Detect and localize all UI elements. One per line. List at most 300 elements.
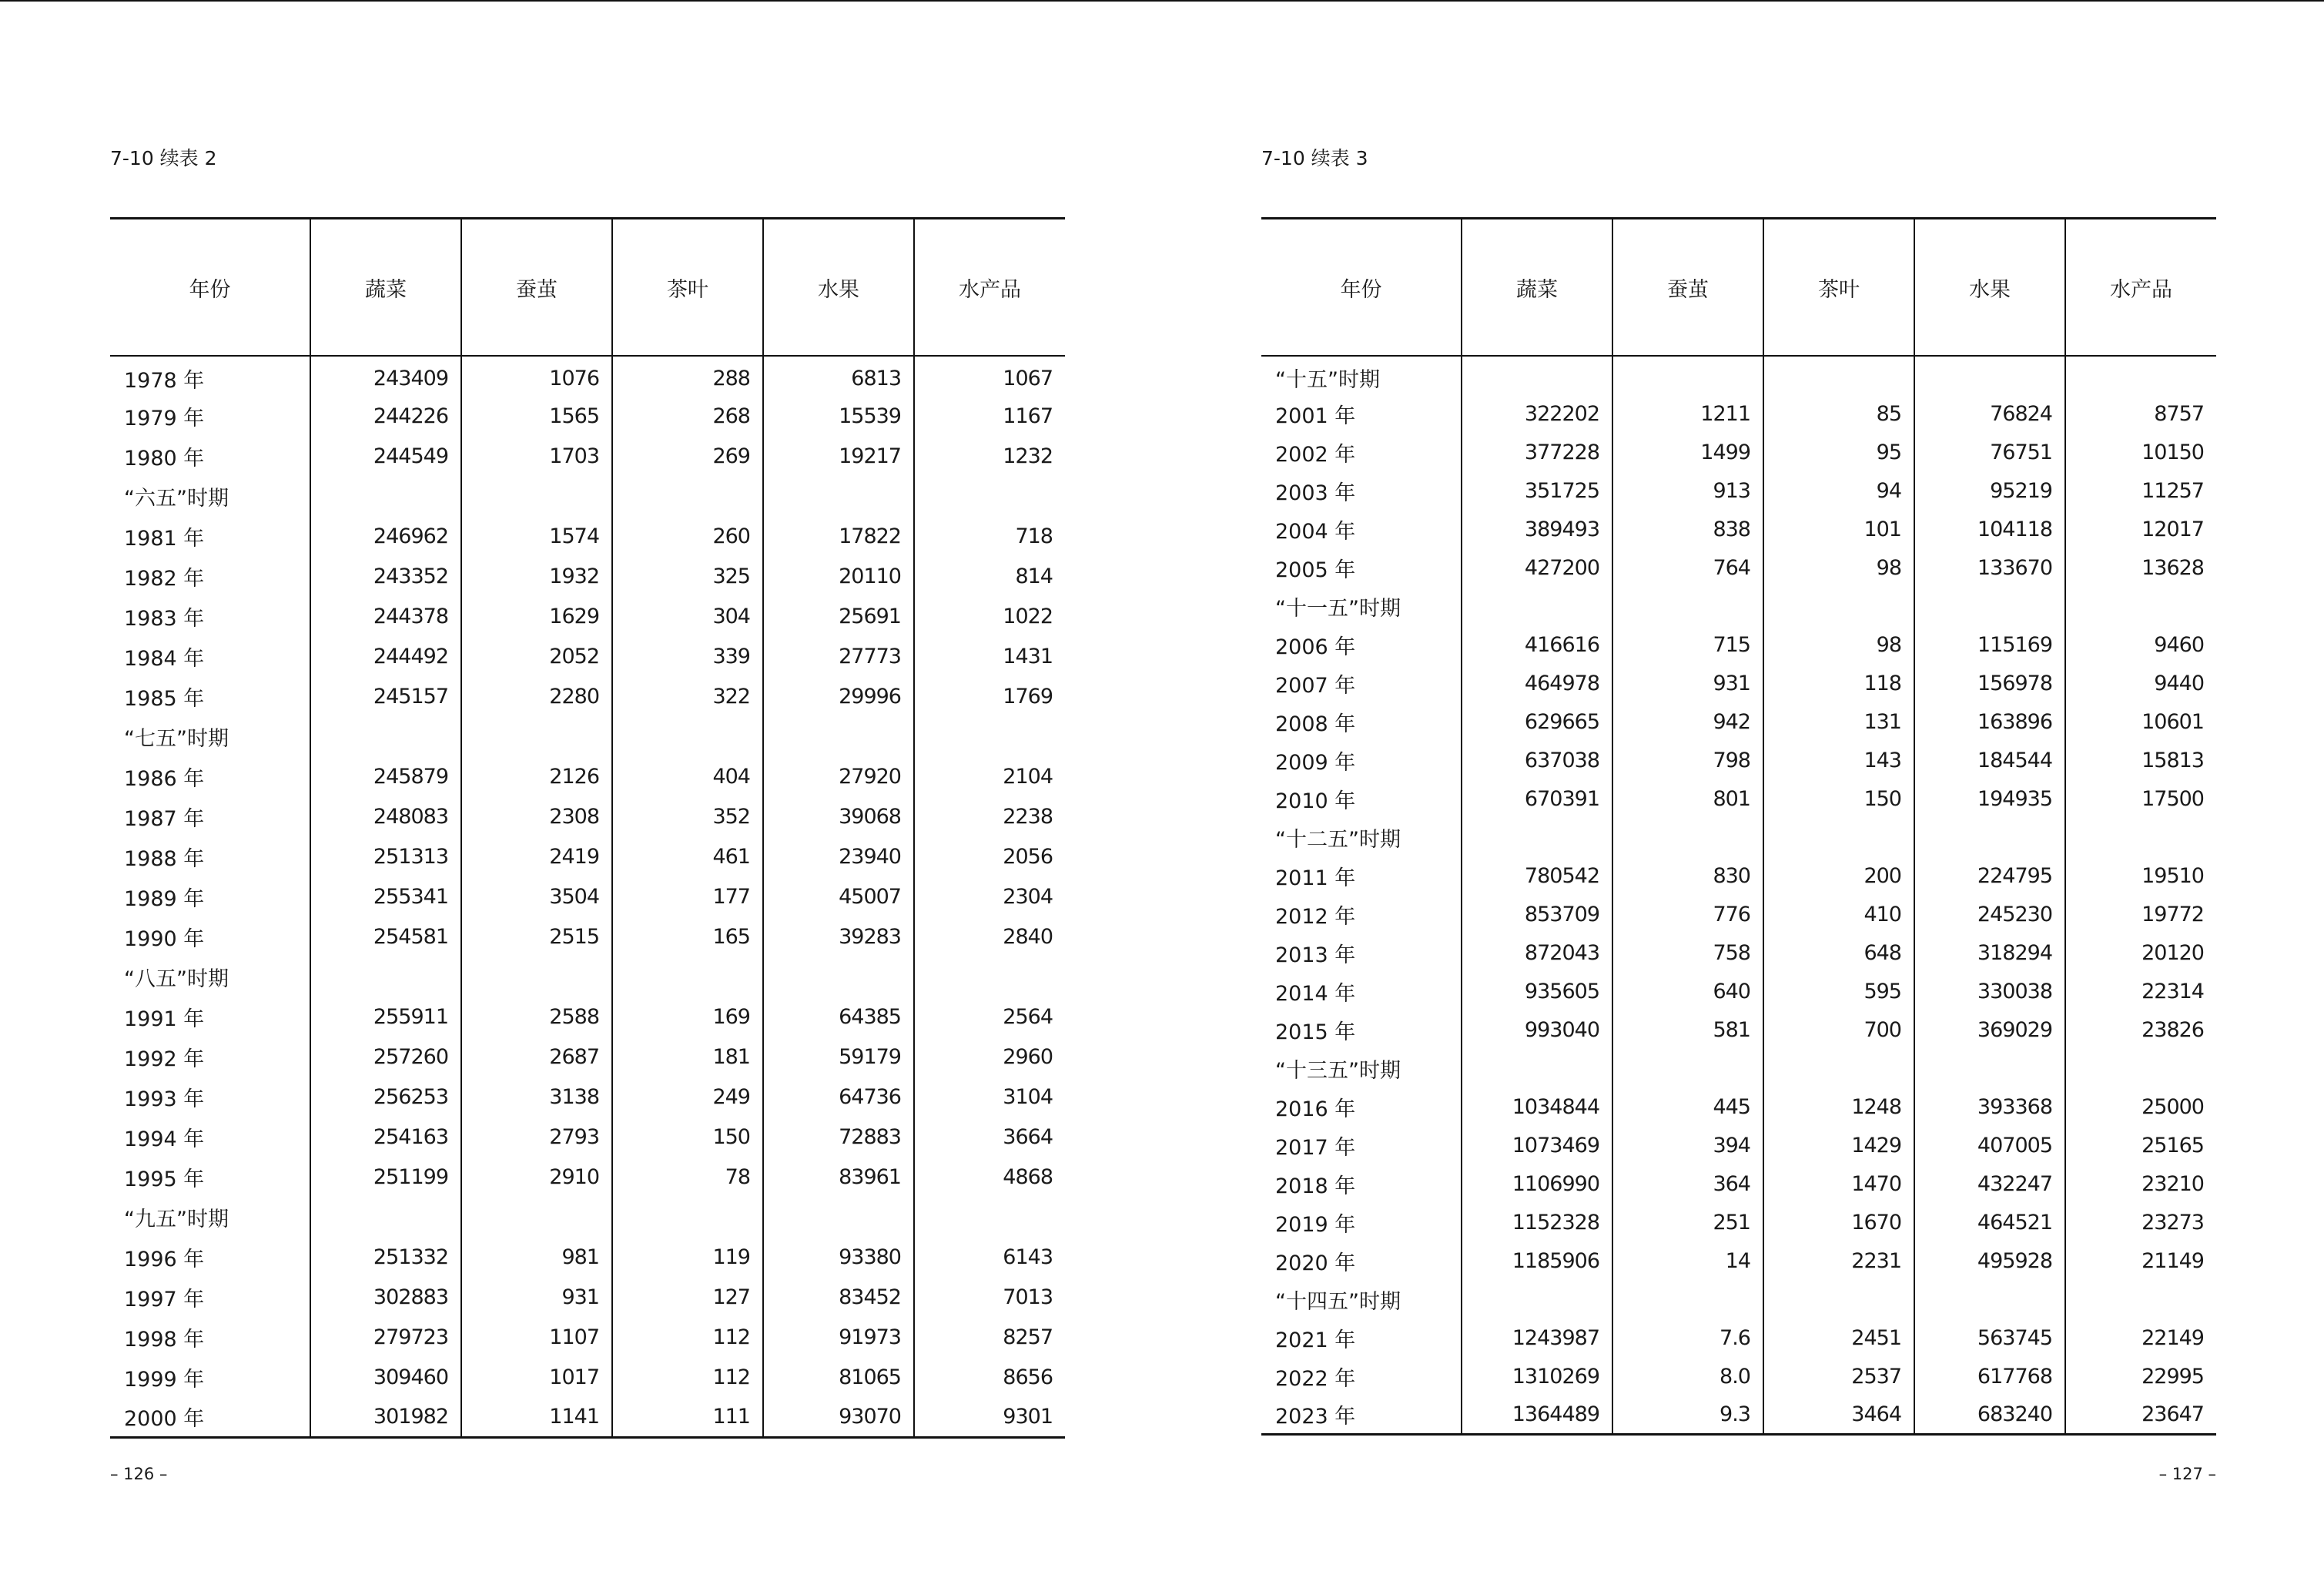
table-row: [1261, 1126, 2216, 1164]
vegetables-cell: 255911: [310, 997, 461, 1037]
silkworm-cocoons-cell: [1612, 818, 1763, 856]
vegetables-cell: 244378: [310, 596, 461, 636]
year-cell: 2020 年: [1275, 1251, 1356, 1275]
table-row: [1261, 856, 2216, 895]
vegetables-cell: 251199: [310, 1157, 461, 1197]
year-cell: 1999 年: [124, 1367, 205, 1392]
fruits-cell: [763, 956, 914, 997]
fruits-cell: 393368: [1914, 1087, 2065, 1126]
table-row: [1261, 1087, 2216, 1126]
fruits-cell: [1914, 587, 2065, 625]
silkworm-cocoons-cell: 2687: [461, 1037, 612, 1077]
year-cell: 1990 年: [124, 926, 205, 951]
year-cell: 2016 年: [1275, 1097, 1356, 1121]
fruits-cell: 464521: [1914, 1203, 2065, 1241]
table-row: [110, 396, 1065, 436]
silkworm-cocoons-cell: 2280: [461, 676, 612, 716]
table-row: [110, 1077, 1065, 1117]
period-label: “十三五”时期: [1275, 1058, 1401, 1083]
fruits-cell: 19217: [763, 436, 914, 476]
aquatic-products-cell: 23273: [2065, 1203, 2216, 1241]
tea-cell: 119: [612, 1237, 763, 1277]
year-cell: 1994 年: [124, 1127, 205, 1151]
table-row: [110, 1157, 1065, 1197]
aquatic-products-cell: 1022: [914, 596, 1065, 636]
fruits-cell: [1914, 356, 2065, 394]
header-silkworm-cocoons: 蚕茧: [1612, 219, 1763, 357]
aquatic-products-cell: [914, 476, 1065, 516]
data-table: [1261, 217, 2216, 1436]
table-row: [1261, 741, 2216, 779]
year-cell: 2017 年: [1275, 1135, 1356, 1160]
aquatic-products-cell: [2065, 1280, 2216, 1318]
header-fruits: 水果: [1914, 219, 2065, 357]
table-row: [1261, 933, 2216, 972]
fruits-cell: 184544: [1914, 741, 2065, 779]
table-row: [110, 356, 1065, 396]
year-cell: 2010 年: [1275, 789, 1356, 813]
aquatic-products-cell: 814: [914, 556, 1065, 596]
silkworm-cocoons-cell: [461, 1197, 612, 1237]
silkworm-cocoons-cell: 364: [1612, 1164, 1763, 1203]
tea-cell: 1670: [1763, 1203, 1914, 1241]
fruits-cell: 27920: [763, 756, 914, 796]
silkworm-cocoons-cell: 1017: [461, 1357, 612, 1397]
table-row: [1261, 471, 2216, 510]
aquatic-products-cell: 8257: [914, 1317, 1065, 1357]
silkworm-cocoons-cell: 758: [1612, 933, 1763, 972]
tea-cell: 648: [1763, 933, 1914, 972]
fruits-cell: [763, 716, 914, 756]
year-cell: 2004 年: [1275, 519, 1356, 544]
tea-cell: 1470: [1763, 1164, 1914, 1203]
table-row: [110, 1277, 1065, 1317]
tea-cell: 181: [612, 1037, 763, 1077]
fruits-cell: 245230: [1914, 895, 2065, 933]
fruits-cell: 104118: [1914, 510, 2065, 548]
tea-cell: 118: [1763, 664, 1914, 702]
tea-cell: 78: [612, 1157, 763, 1197]
tea-cell: 2537: [1763, 1357, 1914, 1395]
silkworm-cocoons-cell: 2588: [461, 997, 612, 1037]
vegetables-cell: 243352: [310, 556, 461, 596]
fruits-cell: 15539: [763, 396, 914, 436]
year-cell: 2009 年: [1275, 750, 1356, 775]
silkworm-cocoons-cell: 1141: [461, 1397, 612, 1437]
silkworm-cocoons-cell: 798: [1612, 741, 1763, 779]
table-row: [110, 1117, 1065, 1157]
tea-cell: 461: [612, 836, 763, 876]
silkworm-cocoons-cell: [461, 476, 612, 516]
aquatic-products-cell: 3664: [914, 1117, 1065, 1157]
fruits-cell: 495928: [1914, 1241, 2065, 1280]
table-row: [110, 916, 1065, 956]
period-heading-row: [1261, 818, 2216, 856]
period-heading-row: [1261, 1280, 2216, 1318]
aquatic-products-cell: 8656: [914, 1357, 1065, 1397]
fruits-cell: [1914, 1049, 2065, 1087]
aquatic-products-cell: 2104: [914, 756, 1065, 796]
silkworm-cocoons-cell: 2910: [461, 1157, 612, 1197]
tea-cell: 150: [1763, 779, 1914, 818]
silkworm-cocoons-cell: 394: [1612, 1126, 1763, 1164]
fruits-cell: 39283: [763, 916, 914, 956]
tea-cell: 352: [612, 796, 763, 836]
year-cell: 1985 年: [124, 686, 205, 711]
aquatic-products-cell: 17500: [2065, 779, 2216, 818]
vegetables-cell: [310, 476, 461, 516]
vegetables-cell: 251313: [310, 836, 461, 876]
table-row: [110, 1237, 1065, 1277]
tea-cell: [1763, 356, 1914, 394]
tea-cell: 131: [1763, 702, 1914, 741]
vegetables-cell: 670391: [1462, 779, 1612, 818]
vegetables-cell: 629665: [1462, 702, 1612, 741]
silkworm-cocoons-cell: 830: [1612, 856, 1763, 895]
tea-cell: 325: [612, 556, 763, 596]
silkworm-cocoons-cell: 2515: [461, 916, 612, 956]
fruits-cell: 72883: [763, 1117, 914, 1157]
aquatic-products-cell: 10601: [2065, 702, 2216, 741]
aquatic-products-cell: [914, 956, 1065, 997]
aquatic-products-cell: 12017: [2065, 510, 2216, 548]
aquatic-products-cell: 21149: [2065, 1241, 2216, 1280]
vegetables-cell: [1462, 1049, 1612, 1087]
table-row: [110, 1037, 1065, 1077]
table-row: [1261, 779, 2216, 818]
aquatic-products-cell: 9301: [914, 1397, 1065, 1437]
tea-cell: 101: [1763, 510, 1914, 548]
year-cell: 1979 年: [124, 406, 205, 431]
table-body: [110, 356, 1065, 1437]
tea-cell: [1763, 818, 1914, 856]
fruits-cell: 76824: [1914, 394, 2065, 433]
table-row: [110, 1397, 1065, 1437]
fruits-cell: 563745: [1914, 1318, 2065, 1357]
header-tea: 茶叶: [1763, 219, 1914, 357]
tea-cell: 169: [612, 997, 763, 1037]
aquatic-products-cell: 718: [914, 516, 1065, 556]
aquatic-products-cell: 1431: [914, 636, 1065, 676]
aquatic-products-cell: [2065, 818, 2216, 856]
fruits-cell: 6813: [763, 356, 914, 396]
table-row: [110, 556, 1065, 596]
tea-cell: 112: [612, 1317, 763, 1357]
tea-cell: [1763, 587, 1914, 625]
table-row: [110, 436, 1065, 476]
fruits-cell: 93070: [763, 1397, 914, 1437]
aquatic-products-cell: 23826: [2065, 1010, 2216, 1049]
year-cell: 1997 年: [124, 1287, 205, 1312]
aquatic-products-cell: 13628: [2065, 548, 2216, 587]
left-page: [110, 0, 1065, 1588]
vegetables-cell: 302883: [310, 1277, 461, 1317]
table-row: [110, 756, 1065, 796]
silkworm-cocoons-cell: 1076: [461, 356, 612, 396]
table-row: [1261, 433, 2216, 471]
silkworm-cocoons-cell: 9.3: [1612, 1395, 1763, 1434]
vegetables-cell: [1462, 1280, 1612, 1318]
aquatic-products-cell: 22995: [2065, 1357, 2216, 1395]
vegetables-cell: 244492: [310, 636, 461, 676]
fruits-cell: 115169: [1914, 625, 2065, 664]
fruits-cell: [763, 476, 914, 516]
header-aquatic-products: 水产品: [2065, 219, 2216, 357]
fruits-cell: 683240: [1914, 1395, 2065, 1434]
silkworm-cocoons-cell: [1612, 1049, 1763, 1087]
tea-cell: 3464: [1763, 1395, 1914, 1434]
fruits-cell: 76751: [1914, 433, 2065, 471]
right-page: [1261, 0, 2216, 1588]
period-heading-row: [110, 716, 1065, 756]
aquatic-products-cell: 1232: [914, 436, 1065, 476]
fruits-cell: 81065: [763, 1357, 914, 1397]
table-row: [1261, 1241, 2216, 1280]
table-row: [110, 596, 1065, 636]
silkworm-cocoons-cell: [1612, 356, 1763, 394]
tea-cell: 98: [1763, 625, 1914, 664]
aquatic-products-cell: 1769: [914, 676, 1065, 716]
tea-cell: 150: [612, 1117, 763, 1157]
page-number: – 126 –: [110, 1465, 168, 1483]
vegetables-cell: 389493: [1462, 510, 1612, 548]
fruits-cell: [763, 1197, 914, 1237]
tea-cell: 127: [612, 1277, 763, 1317]
vegetables-cell: 1310269: [1462, 1357, 1612, 1395]
silkworm-cocoons-cell: 14: [1612, 1241, 1763, 1280]
silkworm-cocoons-cell: 942: [1612, 702, 1763, 741]
aquatic-products-cell: 19772: [2065, 895, 2216, 933]
header-fruits: 水果: [763, 219, 914, 357]
year-cell: 1986 年: [124, 766, 205, 791]
tea-cell: 322: [612, 676, 763, 716]
silkworm-cocoons-cell: 838: [1612, 510, 1763, 548]
fruits-cell: 91973: [763, 1317, 914, 1357]
aquatic-products-cell: [914, 1197, 1065, 1237]
fruits-cell: [1914, 1280, 2065, 1318]
year-cell: 2019 年: [1275, 1212, 1356, 1237]
fruits-cell: 83961: [763, 1157, 914, 1197]
tea-cell: [612, 716, 763, 756]
aquatic-products-cell: 7013: [914, 1277, 1065, 1317]
vegetables-cell: [310, 1197, 461, 1237]
silkworm-cocoons-cell: 2052: [461, 636, 612, 676]
table-row: [1261, 1164, 2216, 1203]
silkworm-cocoons-cell: 1107: [461, 1317, 612, 1357]
table-row: [110, 876, 1065, 916]
tea-cell: 288: [612, 356, 763, 396]
aquatic-products-cell: [2065, 1049, 2216, 1087]
table-row: [110, 997, 1065, 1037]
tea-cell: 2231: [1763, 1241, 1914, 1280]
aquatic-products-cell: [2065, 356, 2216, 394]
silkworm-cocoons-cell: 2126: [461, 756, 612, 796]
tea-cell: [612, 476, 763, 516]
vegetables-cell: 1364489: [1462, 1395, 1612, 1434]
vegetables-cell: 853709: [1462, 895, 1612, 933]
period-heading-row: [1261, 356, 2216, 394]
year-cell: 1988 年: [124, 846, 205, 871]
fruits-cell: 224795: [1914, 856, 2065, 895]
table-row: [1261, 1010, 2216, 1049]
tea-cell: 143: [1763, 741, 1914, 779]
period-label: “十二五”时期: [1275, 827, 1401, 852]
vegetables-cell: 1185906: [1462, 1241, 1612, 1280]
tea-cell: 111: [612, 1397, 763, 1437]
silkworm-cocoons-cell: 1211: [1612, 394, 1763, 433]
fruits-cell: 39068: [763, 796, 914, 836]
year-cell: 2006 年: [1275, 635, 1356, 659]
year-cell: 1987 年: [124, 806, 205, 831]
vegetables-cell: 1152328: [1462, 1203, 1612, 1241]
fruits-cell: 93380: [763, 1237, 914, 1277]
tea-cell: [612, 956, 763, 997]
period-heading-row: [1261, 587, 2216, 625]
aquatic-products-cell: 2056: [914, 836, 1065, 876]
vegetables-cell: 1106990: [1462, 1164, 1612, 1203]
silkworm-cocoons-cell: 1629: [461, 596, 612, 636]
silkworm-cocoons-cell: 764: [1612, 548, 1763, 587]
tea-cell: 94: [1763, 471, 1914, 510]
vegetables-cell: 1034844: [1462, 1087, 1612, 1126]
tea-cell: 268: [612, 396, 763, 436]
vegetables-cell: [1462, 587, 1612, 625]
period-label: “十一五”时期: [1275, 596, 1401, 621]
silkworm-cocoons-cell: 2419: [461, 836, 612, 876]
period-heading-row: [110, 1197, 1065, 1237]
vegetables-cell: 872043: [1462, 933, 1612, 972]
silkworm-cocoons-cell: 1565: [461, 396, 612, 436]
aquatic-products-cell: 3104: [914, 1077, 1065, 1117]
fruits-cell: 45007: [763, 876, 914, 916]
header-vegetables: 蔬菜: [310, 219, 461, 357]
aquatic-products-cell: 19510: [2065, 856, 2216, 895]
silkworm-cocoons-cell: [461, 956, 612, 997]
vegetables-cell: 377228: [1462, 433, 1612, 471]
header-row: [110, 219, 1065, 357]
table-row: [1261, 625, 2216, 664]
table-row: [1261, 1357, 2216, 1395]
vegetables-cell: 351725: [1462, 471, 1612, 510]
vegetables-cell: 279723: [310, 1317, 461, 1357]
vegetables-cell: 993040: [1462, 1010, 1612, 1049]
year-cell: 1981 年: [124, 526, 205, 551]
vegetables-cell: 416616: [1462, 625, 1612, 664]
tea-cell: 98: [1763, 548, 1914, 587]
silkworm-cocoons-cell: 715: [1612, 625, 1763, 664]
aquatic-products-cell: 2238: [914, 796, 1065, 836]
silkworm-cocoons-cell: 3138: [461, 1077, 612, 1117]
header-row: [1261, 219, 2216, 357]
aquatic-products-cell: 15813: [2065, 741, 2216, 779]
fruits-cell: [1914, 818, 2065, 856]
fruits-cell: 17822: [763, 516, 914, 556]
aquatic-products-cell: 2960: [914, 1037, 1065, 1077]
year-cell: 2000 年: [124, 1406, 205, 1431]
aquatic-products-cell: 4868: [914, 1157, 1065, 1197]
silkworm-cocoons-cell: 931: [1612, 664, 1763, 702]
vegetables-cell: 780542: [1462, 856, 1612, 895]
year-cell: 2018 年: [1275, 1174, 1356, 1198]
year-cell: 1992 年: [124, 1047, 205, 1071]
table-row: [1261, 895, 2216, 933]
tea-cell: 1248: [1763, 1087, 1914, 1126]
period-label: “七五”时期: [124, 726, 229, 751]
year-cell: 2003 年: [1275, 481, 1356, 505]
tea-cell: 1429: [1763, 1126, 1914, 1164]
tea-cell: 112: [612, 1357, 763, 1397]
vegetables-cell: 322202: [1462, 394, 1612, 433]
table-row: [1261, 702, 2216, 741]
year-cell: 1993 年: [124, 1087, 205, 1111]
table-row: [110, 1357, 1065, 1397]
header-aquatic-products: 水产品: [914, 219, 1065, 357]
aquatic-products-cell: 22314: [2065, 972, 2216, 1010]
header-tea: 茶叶: [612, 219, 763, 357]
table-row: [1261, 1203, 2216, 1241]
year-cell: 2022 年: [1275, 1366, 1356, 1391]
silkworm-cocoons-cell: 1703: [461, 436, 612, 476]
table-row: [110, 516, 1065, 556]
year-cell: 1995 年: [124, 1167, 205, 1191]
year-cell: 1998 年: [124, 1327, 205, 1352]
silkworm-cocoons-cell: 1574: [461, 516, 612, 556]
table-row: [1261, 510, 2216, 548]
table-row: [1261, 1318, 2216, 1357]
year-cell: 1978 年: [124, 369, 205, 393]
aquatic-products-cell: 22149: [2065, 1318, 2216, 1357]
vegetables-cell: 254581: [310, 916, 461, 956]
header-year: 年份: [1261, 219, 1462, 357]
year-cell: 2014 年: [1275, 981, 1356, 1006]
silkworm-cocoons-cell: [1612, 587, 1763, 625]
tea-cell: 410: [1763, 895, 1914, 933]
aquatic-products-cell: 23647: [2065, 1395, 2216, 1434]
aquatic-products-cell: 2304: [914, 876, 1065, 916]
tea-cell: 177: [612, 876, 763, 916]
period-label: “六五”时期: [124, 486, 229, 511]
aquatic-products-cell: [2065, 587, 2216, 625]
year-cell: 1989 年: [124, 886, 205, 911]
silkworm-cocoons-cell: 8.0: [1612, 1357, 1763, 1395]
year-cell: 2005 年: [1275, 558, 1356, 582]
table-caption: 7-10 续表 3: [1261, 147, 1368, 169]
fruits-cell: 59179: [763, 1037, 914, 1077]
header-year: 年份: [110, 219, 310, 357]
tea-cell: [1763, 1049, 1914, 1087]
fruits-cell: 29996: [763, 676, 914, 716]
table-row: [110, 1317, 1065, 1357]
silkworm-cocoons-cell: 251: [1612, 1203, 1763, 1241]
year-cell: 1996 年: [124, 1247, 205, 1271]
year-cell: 2013 年: [1275, 943, 1356, 967]
fruits-cell: 163896: [1914, 702, 2065, 741]
silkworm-cocoons-cell: [461, 716, 612, 756]
year-cell: 2011 年: [1275, 866, 1356, 890]
aquatic-products-cell: 2840: [914, 916, 1065, 956]
fruits-cell: 23940: [763, 836, 914, 876]
fruits-cell: 64385: [763, 997, 914, 1037]
silkworm-cocoons-cell: 776: [1612, 895, 1763, 933]
year-cell: 1984 年: [124, 646, 205, 671]
vegetables-cell: 244549: [310, 436, 461, 476]
aquatic-products-cell: 23210: [2065, 1164, 2216, 1203]
table-body: [1261, 356, 2216, 1434]
vegetables-cell: 246962: [310, 516, 461, 556]
fruits-cell: 95219: [1914, 471, 2065, 510]
aquatic-products-cell: 2564: [914, 997, 1065, 1037]
aquatic-products-cell: 6143: [914, 1237, 1065, 1277]
